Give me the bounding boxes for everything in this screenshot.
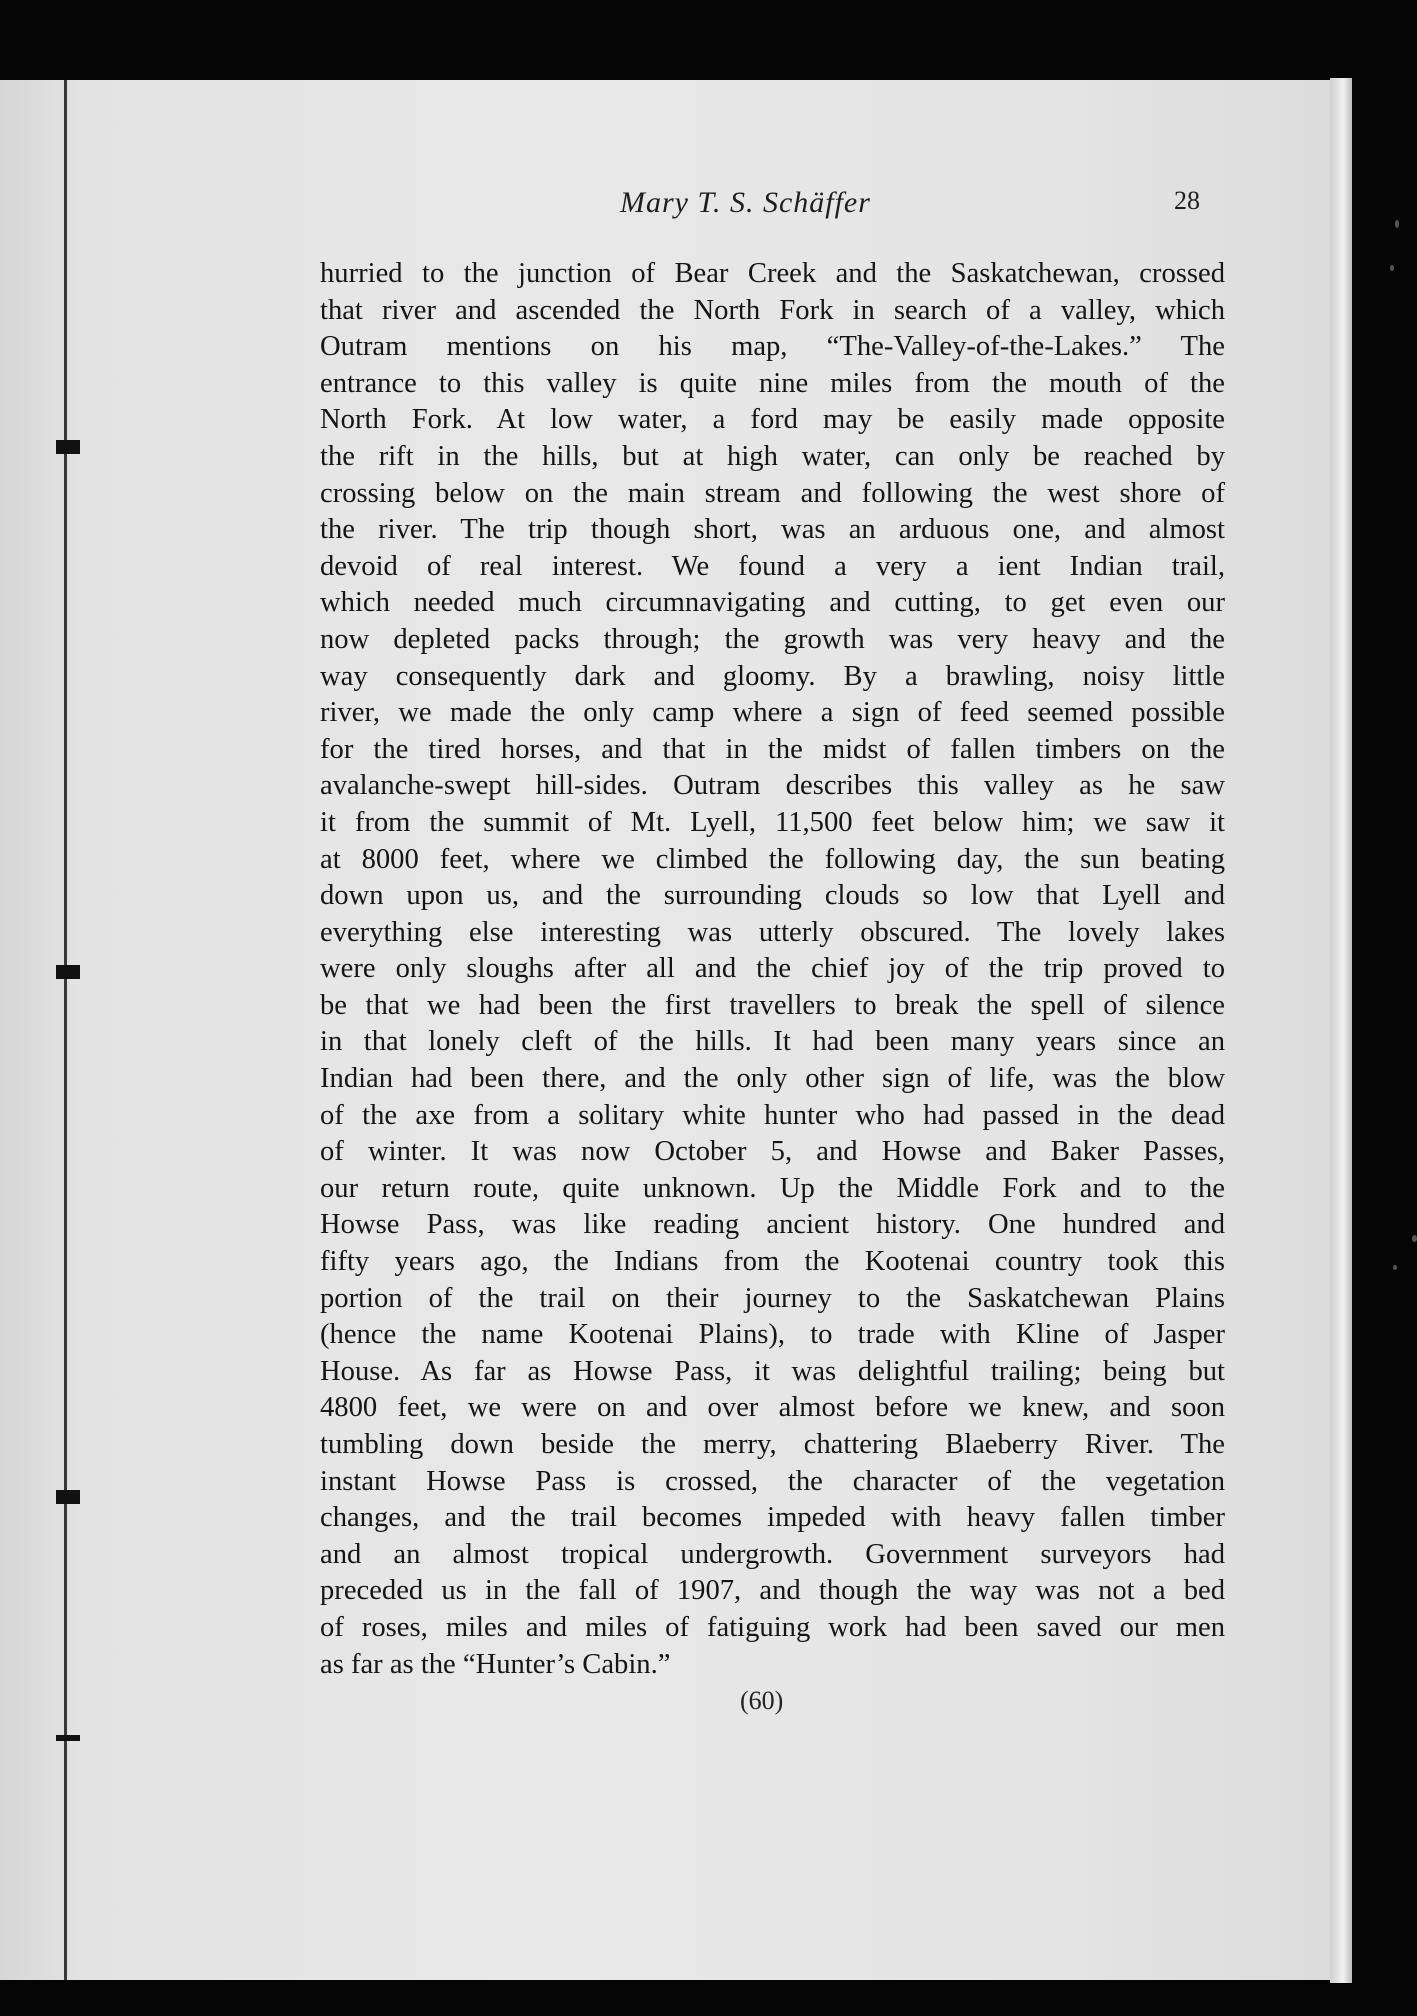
- page-edge: [1330, 78, 1352, 1983]
- text-line: Outram mentions on his map, “The-Valley-of-the-Lakes.” The: [320, 331, 1225, 363]
- text-line: everything else interesting was utterly obscured. The lovely lakes: [320, 916, 1225, 948]
- binding-gutter-line: [64, 80, 67, 1980]
- text-line: fifty years ago, the Indians from the Kootenai country took this: [320, 1246, 1225, 1278]
- text-line: devoid of real interest. We found a very a ient Indian trail,: [320, 550, 1225, 582]
- text-line: crossing below on the main stream and following the west shore of: [320, 477, 1225, 509]
- text-line: at 8000 feet, where we climbed the following day, the sun beating: [320, 843, 1225, 875]
- text-line: now depleted packs through; the growth was very heavy and the: [320, 623, 1225, 655]
- text-line: North Fork. At low water, a ford may be easily made opposite: [320, 404, 1225, 436]
- text-line: 4800 feet, we were on and over almost before we knew, and soon: [320, 1392, 1225, 1424]
- text-line: House. As far as Howse Pass, it was delightful trailing; being but: [320, 1355, 1225, 1387]
- text-line: tumbling down beside the merry, chattering Blaeberry River. The: [320, 1429, 1225, 1460]
- text-line: portion of the trail on their journey to the Saskatchewan Plains: [320, 1282, 1225, 1314]
- text-line: the rift in the hills, but at high water, can only be reached by: [320, 440, 1225, 472]
- text-line: entrance to this valley is quite nine miles from the mouth of the: [320, 367, 1225, 399]
- text-line: river, we made the only camp where a sign of feed seemed possible: [320, 697, 1225, 729]
- text-line: instant Howse Pass is crossed, the character of the vegetation: [320, 1465, 1225, 1497]
- scan-speck: [1390, 265, 1394, 271]
- text-line: our return route, quite unknown. Up the Middle Fork and to the: [320, 1172, 1225, 1204]
- text-line: Howse Pass, was like reading ancient history. One hundred and: [320, 1209, 1225, 1241]
- text-line: of winter. It was now October 5, and Howse and Baker Passes,: [320, 1136, 1225, 1168]
- scan-speck: [1393, 1265, 1397, 1270]
- text-line: (hence the name Kootenai Plains), to trade with Kline of Jasper: [320, 1319, 1225, 1351]
- text-line: of the axe from a solitary white hunter who had passed in the dead: [320, 1099, 1225, 1131]
- text-line: hurried to the junction of Bear Creek and the Saskatchewan, crossed: [320, 258, 1225, 289]
- text-line: which needed much circumnavigating and cutting, to get even our: [320, 587, 1225, 619]
- binding-mark: [56, 1490, 80, 1504]
- page-number: 28: [1174, 186, 1200, 215]
- text-line: way consequently dark and gloomy. By a brawling, noisy little: [320, 660, 1225, 692]
- text-line: avalanche-swept hill-sides. Outram describes this valley as he saw: [320, 770, 1225, 802]
- binding-mark: [56, 440, 80, 454]
- folio: (60): [740, 1686, 784, 1715]
- scan-speck: [1412, 1235, 1417, 1242]
- text-line: be that we had been the first travellers to break the spell of silence: [320, 989, 1225, 1021]
- text-line: the river. The trip though short, was an arduous one, and almost: [320, 514, 1225, 546]
- text-line: down upon us, and the surrounding clouds so low that Lyell and: [320, 880, 1225, 912]
- text-line: as far as the “Hunter’s Cabin.”: [320, 1648, 671, 1680]
- body-text: [320, 256, 1225, 1683]
- text-line: in that lonely cleft of the hills. It had been many years since an: [320, 1026, 1225, 1058]
- text-line: were only sloughs after all and the chief joy of the trip proved to: [320, 953, 1225, 985]
- binding-mark: [56, 1735, 80, 1741]
- scan-speck: [1395, 220, 1399, 228]
- text-line: and an almost tropical undergrowth. Government surveyors had: [320, 1538, 1225, 1570]
- text-line: for the tired horses, and that in the midst of fallen timbers on the: [320, 733, 1225, 765]
- running-title: Mary T. S. Schäffer: [620, 186, 871, 219]
- text-line: that river and ascended the North Fork in search of a valley, which: [320, 294, 1225, 326]
- text-line: changes, and the trail becomes impeded with heavy fallen timber: [320, 1502, 1225, 1534]
- text-line: of roses, miles and miles of fatiguing work had been saved our men: [320, 1611, 1225, 1643]
- text-line: it from the summit of Mt. Lyell, 11,500 feet below him; we saw it: [320, 806, 1225, 838]
- page-header: [320, 186, 1220, 226]
- binding-mark: [56, 965, 80, 979]
- text-line: Indian had been there, and the only other sign of life, was the blow: [320, 1063, 1225, 1095]
- text-line: preceded us in the fall of 1907, and though the way was not a bed: [320, 1575, 1225, 1607]
